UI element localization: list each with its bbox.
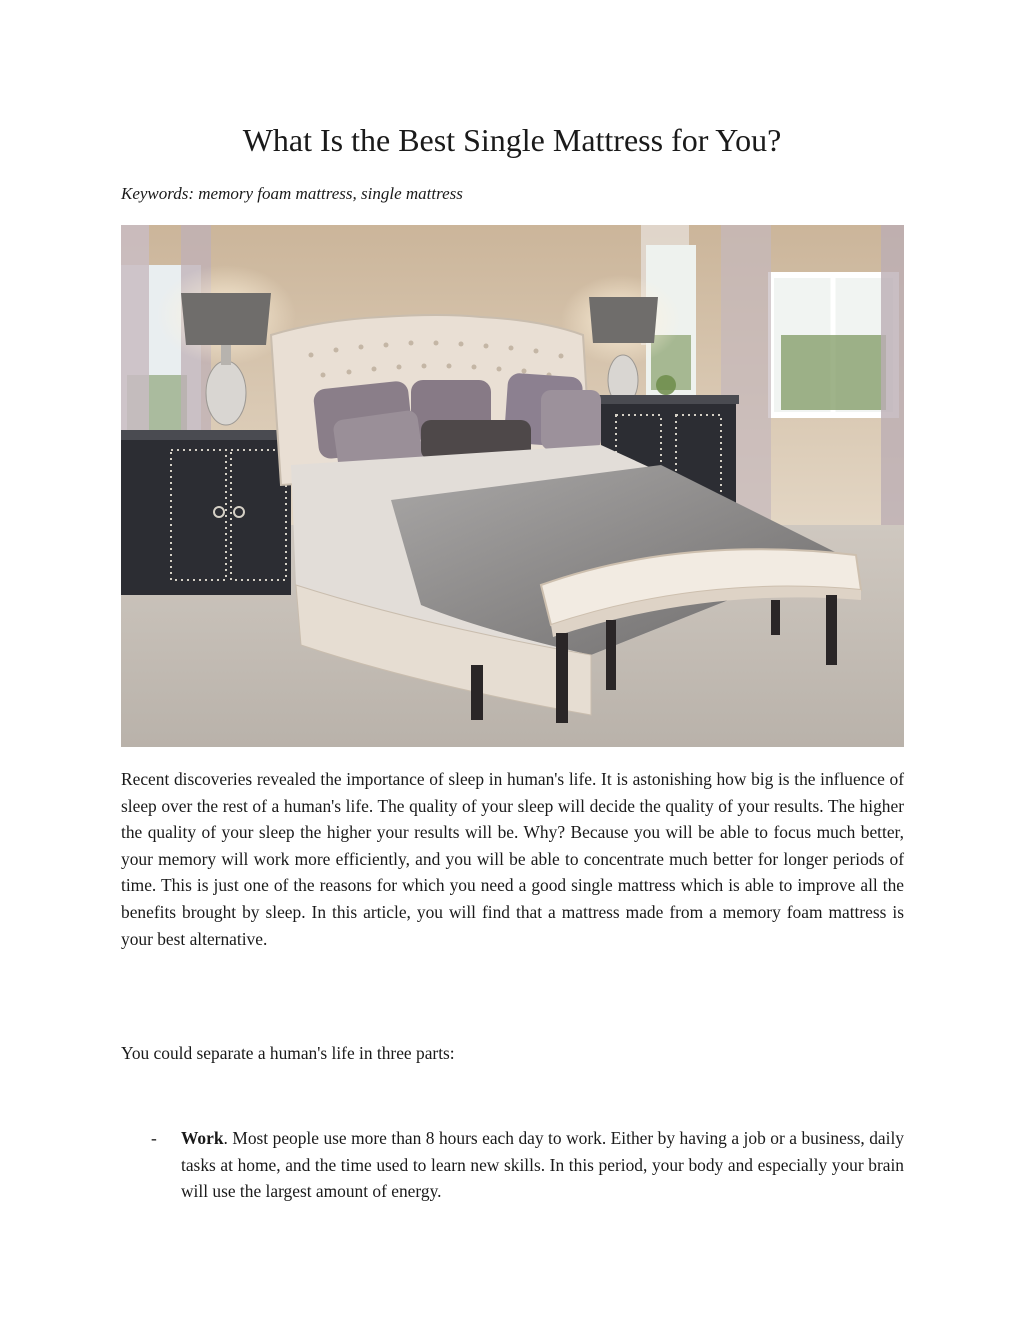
list-dash: - — [151, 1128, 157, 1148]
bench-leg — [556, 633, 568, 723]
bench-leg — [826, 595, 837, 665]
left-lamp-shade — [181, 293, 271, 345]
list-item-term: Work — [181, 1128, 224, 1148]
list-item-text: . Most people use more than 8 hours each day to work. Either by having a job or a business, daily tasks at home, and the time used to learn new skills. In this period, your body and especially your brain will use the largest amount of energy. — [181, 1128, 904, 1202]
bedroom-illustration — [121, 225, 904, 747]
keywords-line: Keywords: memory foam mattress, single mattress — [121, 184, 463, 203]
lead-in-paragraph: You could separate a human's life in three parts: — [121, 1043, 455, 1063]
list-item — [121, 1125, 904, 1205]
right-lamp-shade — [589, 297, 658, 343]
life-parts-list — [121, 1125, 904, 1205]
left-nightstand — [121, 435, 291, 595]
bench-leg — [606, 620, 616, 690]
intro-paragraph: Recent discoveries revealed the importance of sleep in human's life. It is astonishing how big is the influence of sleep over the rest of a human's life. The quality of your sleep will decide the quality of your results. The higher the quality of your sleep the higher your results will be. Why? Because you will be able to focus much better, your memory will work more efficiently, and you will be able to concentrate much better for longer periods of time. This is just one of the reasons for which you need a good single mattress which is able to improve all the benefits brought by sleep. In this article, you will find that a mattress made from a memory foam mattress is your best alternative. — [121, 769, 904, 949]
left-lamp-base — [206, 361, 246, 425]
bedroom-photo — [121, 225, 904, 747]
page-title: What Is the Best Single Mattress for You? — [242, 122, 782, 158]
pillow — [541, 390, 601, 450]
